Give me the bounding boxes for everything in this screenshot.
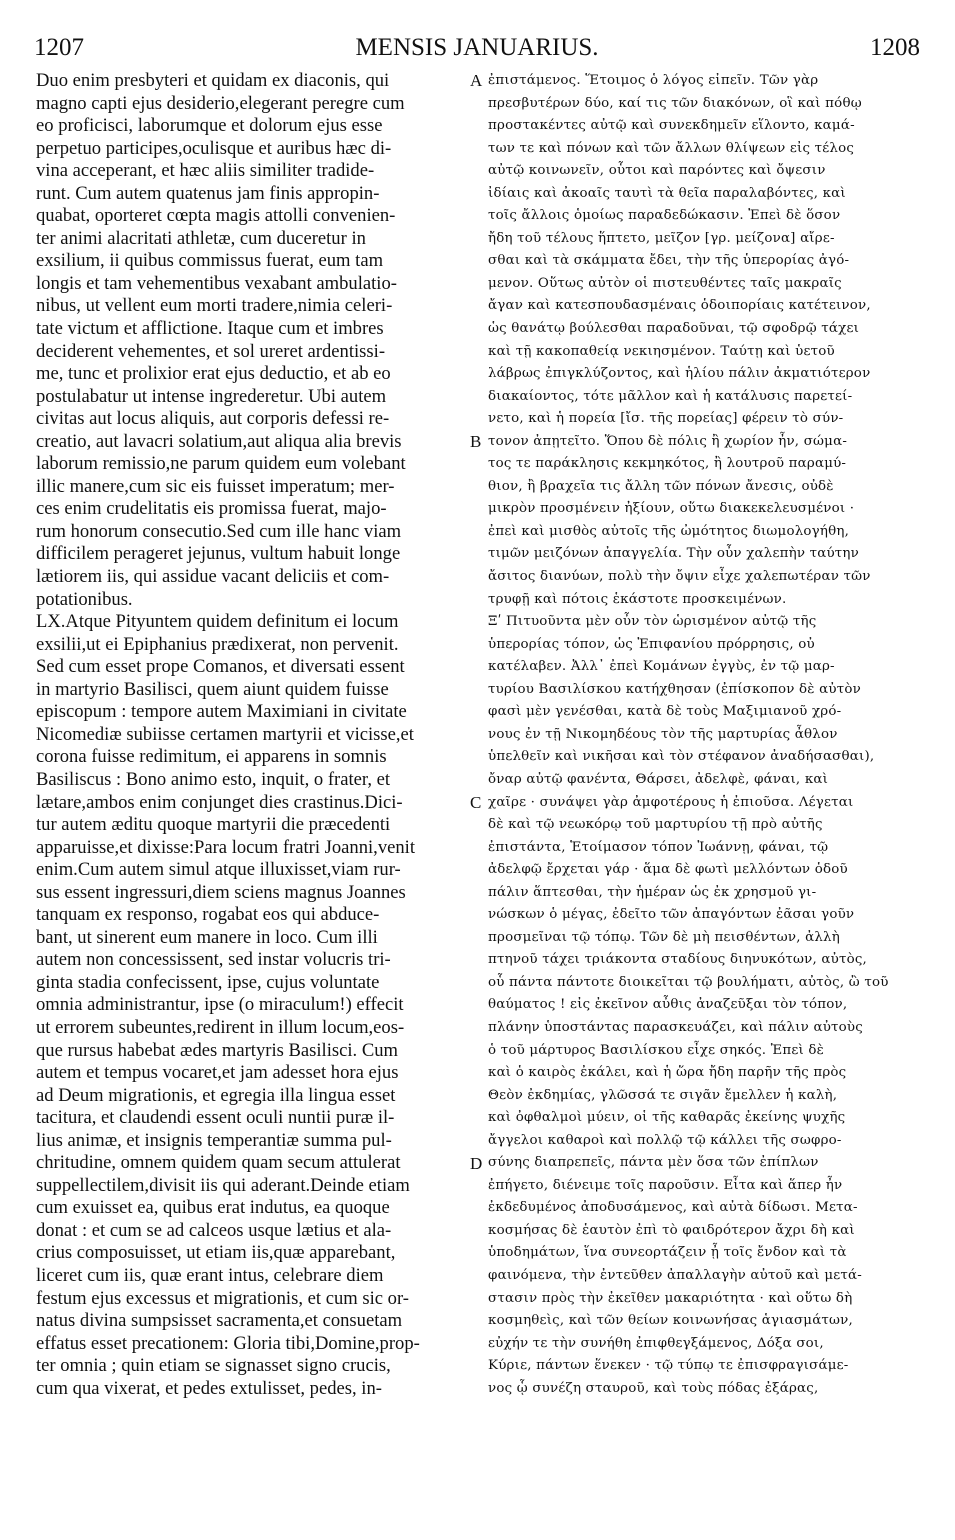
greek-text-line: πρεσβυτέρων δύο, καί τις τῶν διακόνων, οἳ καὶ πόθῳ	[488, 95, 862, 111]
greek-text-line: των τε καὶ πόνων καὶ τῶν ἄλλων θλίψεων εἰς τέλος	[488, 140, 855, 156]
margin-marker-b: B	[470, 432, 482, 451]
latin-text-line: Basiliscus : Bono animo esto, inquit, o frater, et	[36, 768, 391, 790]
greek-text-line: κοσμήσας δὲ ἑαυτὸν ἐπὶ τὸ φαιδρότερον ἄχρι δὴ καὶ	[488, 1222, 855, 1238]
greek-text-line: ἄγαν καὶ κατεσπουδασμέναις ὁδοιπορίαις κατέτεινον,	[488, 298, 871, 314]
right-page-number: 1208	[870, 34, 920, 61]
greek-text-line: χαῖρε · συνάψει γὰρ ἀμφοτέρους ἡ ἐπιοῦσα. Λέγεται	[488, 794, 854, 810]
latin-text-line: tur autem æditu quoque martyrii die præcedenti	[36, 814, 391, 836]
greek-text-line: ἐκδεδυμένος ἀποδυσάμενος, καὶ αὐτὰ δίδωσι. Μετα-	[488, 1200, 858, 1216]
margin-marker-a: A	[470, 71, 483, 90]
latin-text-line: liceret cum iis, quæ erant intus, celebrare diem	[36, 1264, 384, 1286]
greek-text-line: Ξʹ Πιτυοῦντα μὲν οὖν τὸν ὡρισμένον αὐτῷ τῆς	[488, 614, 817, 630]
greek-text-line: μενον. Οὕτως αὐτὸν οἱ πιστευθέντες ταῖς μακραῖς	[488, 275, 842, 291]
greek-text-line: ὄναρ αὐτῷ φανέντα, Θάρσει, ἀδελφὲ, φάναι, καὶ	[488, 771, 829, 787]
greek-text-line: νώσκων ὁ μέγας, ἐδεῖτο τῶν ἀπαγόντων ἐᾶσαι γοῦν	[488, 907, 855, 923]
latin-text-line: crius composuisset, ut etiam iis,quæ apparebant,	[36, 1242, 396, 1264]
greek-text-line: νος ᾧ συνέζη σταυροῦ, καὶ τοὺς πόδας ἐξάρας,	[488, 1380, 819, 1396]
greek-text-line: ὡς θανάτῳ βούλεσθαι παραδοῦναι, τῷ σφοδρῷ τάχει	[488, 321, 860, 337]
greek-text-line: ὁ τοῦ μάρτυρος Βασιλίσκου εἶχε σηκός. Ἐπεὶ δὲ	[488, 1042, 825, 1058]
latin-text-line: Sed cum esset prope Comanos, et diversati essent	[36, 656, 405, 678]
latin-text-line: cum qua vixerat, et pedes extulisset, pedes, in-	[36, 1377, 382, 1399]
greek-text-line: Θεὸν ἐκδημίας, γλῶσσά τε σιγᾶν ἔμελλεν ἡ καλὴ,	[488, 1087, 838, 1103]
greek-text-line: προστακέντες αὐτῷ καὶ συνεκδημεῖν εἵλοντο, καμά-	[488, 118, 855, 134]
greek-text-line: Κύριε, πάντων ἕνεκεν · τῷ τύπῳ τε ἐπισφραγισάμε-	[488, 1358, 849, 1374]
latin-text-line: ad Deum migrationis, et egregia illa lingua esset	[36, 1084, 396, 1106]
greek-text-line: ὑπερορίας τόπον, ὡς Ἐπιφανίου πρόρρησις, οὐ	[488, 636, 815, 652]
greek-text-line: τονον ἀπῃτεῖτο. Ὅπου δὲ πόλις ἢ χωρίον ἦν, σώμα-	[488, 433, 848, 449]
left-page-number: 1207	[34, 34, 84, 61]
greek-text-line: ἄγγελοι καθαροὶ καὶ πολλῷ τῷ κάλλει τῆς σωφρο-	[488, 1132, 842, 1148]
latin-text-line: cum exuisset ea, quibus erat indutus, ea quoque	[36, 1197, 390, 1219]
greek-column	[488, 70, 920, 1400]
latin-text-line: ut errorem subeuntes,redirent in illum locum,eos-	[36, 1016, 405, 1038]
latin-text-line: omnia administrantur, ipse (o miraculum!) effecit	[36, 994, 404, 1016]
latin-text-line: exsilii,ut ei Epiphanius prædixerat, non pervenit.	[36, 633, 399, 655]
latin-text-line: ter omnia ; quin etiam se signasset signo crucis,	[36, 1355, 391, 1377]
greek-text-line: οὗ πάντα πάντοτε διοικεῖται τῷ βουλήματι, αὐτὸς, ὢ τοῦ	[488, 974, 889, 990]
latin-text-line: civitas aut locus aliquis, aut corporis defessi re-	[36, 408, 390, 430]
latin-text-line: deciderent vehementes, et sol ureret ardentissi-	[36, 340, 386, 362]
greek-text-line: κοσμηθεὶς, καὶ τῶν θείων κοινωνήσας ἁγιασμάτων,	[488, 1313, 853, 1329]
page-header	[34, 34, 920, 68]
latin-text-line: apparuisse,et dixisse:Para locum fratri Joanni,venit	[36, 836, 416, 858]
greek-text-line: σύνης διαπρεπεῖς, πάντα μὲν ὅσα τῶν ἐπίπλων	[488, 1155, 819, 1171]
greek-text-line: νετο, καὶ ἡ πορεία [ἴσ. τῆς πορείας] φέρειν τὸ σύν-	[488, 411, 844, 427]
greek-text-line: ἐπήγετο, διένειμε τοῖς παροῦσιν. Εἶτα καὶ ἅπερ ἦν	[488, 1177, 843, 1193]
latin-text-line: creatio, aut lavacri solatium,aut aliqua alia brevis	[36, 430, 402, 452]
greek-text-line: ὑπελθεῖν καὶ νικῆσαι καὶ τὸν στέφανον ἀναδήσασθαι),	[488, 749, 875, 765]
greek-text-line: δὲ καὶ τῷ νεωκόρῳ τοῦ μαρτυρίου τῇ πρὸ αὐτῆς	[488, 817, 823, 833]
margin-marker-d: D	[470, 1154, 483, 1173]
latin-text-line: difficilem perageret jejunus, vultum habuit longe	[36, 543, 401, 565]
latin-text-line: postulabatur ut intense ingrederetur. Ubi autem	[36, 385, 387, 407]
greek-text-line: ἐπιστάμενος. Ἕτοιμος ὁ λόγος εἰπεῖν. Τῶν γὰρ	[488, 73, 819, 88]
greek-text-line: τος τε παράκλησις κεκμηκότος, ἢ λουτροῦ παραμύ-	[488, 456, 847, 472]
greek-text-line: διακαίοντος, τότε μᾶλλον καὶ ἡ κατάλυσις παρετεί-	[488, 388, 853, 404]
latin-text-line: bant, ut sinerent eum manere in loco. Cum illi	[36, 926, 378, 948]
greek-text-line: ἀδελφῷ ἔρχεται γάρ · ἅμα δὲ φωτὶ μελλόντων ὁδοῦ	[488, 862, 848, 878]
greek-text-line: τιμῶν μειζόνων ἀπαγγελία. Τὴν οὖν χαλεπὴν ταύτην	[488, 546, 859, 562]
latin-text-line: nibus, ut vellent eum morti tradere,nimia celeri-	[36, 295, 393, 317]
latin-text-line: enim.Cum autem simul atque illuxisset,viam rur-	[36, 859, 401, 881]
greek-text-line: πλάνην ὑποστάντας παρασκευάζει, καὶ πάλιν αὐτοὺς	[488, 1019, 863, 1035]
latin-text-line: vina acceperant, et hæc aliis similiter tradide-	[36, 160, 375, 182]
latin-text-line: ces enim crudelitatis eis promissa fuerat, majo-	[36, 498, 387, 520]
greek-text-line: στασιν πρὸς τὴν ἐκεῖθεν μακαριότητα · καὶ οὕτω δὴ	[488, 1290, 853, 1306]
greek-text-line: τυρίου Βασιλίσκου κατήχθησαν (ἐπίσκοπον δὲ αὐτὸν	[488, 681, 861, 697]
greek-text-line: καὶ ὀφθαλμοὶ μύειν, οἱ τῆς καθαρᾶς ἐκείνης ψυχῆς	[488, 1110, 846, 1126]
latin-text-line: tanquam ex responso, rogabat eos qui abduce-	[36, 904, 380, 926]
latin-text-line: tate victum et afflictione. Itaque cum et imbres	[36, 318, 384, 340]
latin-text-line: lætare,ambos enim conjunget dies crastinus.Dici-	[36, 791, 403, 813]
greek-text-line: ἤδη τοῦ τέλους ἥπτετο, μεῖζον [γρ. μείζονα] αἴρε-	[488, 230, 835, 246]
latin-text-line: lius animæ, et insignis temperantiæ summa pul-	[36, 1129, 392, 1151]
greek-text-line: ἰδίαις καὶ ἀκοαῖς ταυτὶ τὰ θεῖα παραλαβόντες, καὶ	[488, 185, 846, 201]
latin-text-line: LX.Atque Pityuntem quidem definitum ei locum	[36, 611, 399, 633]
latin-text-line: magno capti ejus desiderio,elegerant peregre cum	[36, 92, 405, 114]
latin-text-line: illic manere,cum sic eis fuisset imperatum; mer-	[36, 475, 395, 497]
latin-text-line: perpetuo participes,oculisque et auribus hæc di-	[36, 137, 392, 159]
greek-text-line: καὶ τῇ κακοπαθείᾳ νεκιησμένον. Ταύτῃ καὶ ὑετοῦ	[488, 343, 835, 359]
latin-text-line: chritudine, omnem quidem quam secum attulerat	[36, 1152, 401, 1174]
latin-text-line: que rursus habebat ædes martyris Basilisci. Cum	[36, 1039, 399, 1061]
latin-text-line: me, tunc et prolixior erat ejus deductio, et ab eo	[36, 363, 391, 385]
latin-text-line: sus essent ingressuri,diem sciens magnus Joannes	[36, 881, 406, 903]
greek-text-line: φασὶ μὲν γενέσθαι, κατὰ δὲ τοὺς Μαξιμιανοῦ χρό-	[488, 704, 842, 720]
running-title: MENSIS JANUARIUS.	[355, 34, 599, 61]
latin-text-line: autem non concessissent, sed instar volucris tri-	[36, 949, 391, 971]
latin-text-line: eo proficisci, laborumque et dolorum ejus esse	[36, 115, 383, 137]
greek-text-line: τοῖς ἄλλοις ὁμοίως παραδεδώκασιν. Ἐπεὶ δὲ ὅσον	[488, 208, 841, 224]
greek-text-line: ἄσιτος διανύων, πολὺ τὴν ὄψιν εἶχε χαλεπωτέραν τῶν	[488, 569, 871, 585]
greek-text-line: αὐτῷ κοινωνεῖν, οὗτοι καὶ παρόντες καὶ ὄψεσιν	[488, 163, 826, 179]
greek-text-line: ἐπιστάντα, Ἑτοίμασον τόπον Ἰωάννῃ, φάναι, τῷ	[488, 839, 829, 855]
greek-text-line: φαινόμενα, τὴν ἐντεῦθεν ἀπαλλαγὴν αὐτοῦ καὶ μετά-	[488, 1267, 862, 1283]
greek-text-line: σθαι καὶ τὰ σκάμματα ἔδει, τὴν τῆς ὑπερορίας ἀγό-	[488, 253, 850, 269]
greek-text-line: προσμεῖναι τῷ τόπῳ. Τῶν δὲ μὴ πεισθέντων, ἀλλὴ	[488, 929, 840, 945]
greek-text-line: πτηνοῦ τάχει τριάκοντα σταδίους διηνυκότων, αὐτὸς,	[488, 952, 867, 968]
latin-text-line: corona fuisse redimitum, ei apparens in somnis	[36, 746, 387, 768]
latin-text-line: runt. Cum autem quatenus jam finis appropin-	[36, 182, 380, 204]
latin-text-line: laborum remissio,ne parum quidem eum volebant	[36, 453, 406, 475]
latin-text-line: potationibus.	[36, 588, 133, 610]
latin-text-line: in martyrio Basilisci, quem aiunt quidem fuisse	[36, 678, 389, 700]
greek-text-line: ἐπεὶ καὶ μισθὸς αὐτοῖς τῆς ὠμότητος διωμολογήθη,	[488, 523, 850, 539]
latin-text-line: festum ejus excessus et migrationis, et cum sic or-	[36, 1287, 409, 1309]
latin-text-line: lætiorem iis, qui assidue vacant deliciis et com-	[36, 566, 390, 588]
margin-marker-c: C	[470, 793, 482, 812]
latin-column	[36, 70, 470, 1400]
latin-text-line: natus divina sumpsisset sacramenta,et consuetam	[36, 1310, 403, 1332]
greek-text-line: εὐχήν τε τὴν συνήθη ἐπιφθεγξάμενος, Δόξα σοι,	[488, 1335, 824, 1351]
greek-text-line: θαύματος ! εἰς ἐκεῖνον αὖθις ἀναζεῦξαι τὸν τόπον,	[488, 997, 848, 1013]
latin-text-line: donat : et cum se ad calceos usque lætius et ala-	[36, 1219, 392, 1241]
latin-text-line: Nicomediæ subiisse certamen martyrii et vicisse,et	[36, 723, 414, 745]
greek-text-line: λάβρως ἐπιγκλύζοντος, καὶ ἡλίου πάλιν ἀκματιότερον	[488, 366, 871, 382]
latin-text-line: ginta stadia confecissent, ipse, cujus voluntate	[36, 971, 380, 993]
greek-text-line: τρυφῇ καὶ πότοις ἑκάστοτε προσκειμένων.	[488, 591, 787, 607]
latin-text-line: rum honorum consecutio.Sed cum ille hanc viam	[36, 520, 402, 542]
latin-text-line: autem et tempus vocaret,et jam adesset hora ejus	[36, 1062, 399, 1084]
latin-text-line: episcopum : tempore autem Maximiani in civitate	[36, 701, 407, 723]
latin-text-line: suppellectilem,divisit iis qui aderant.Deinde etiam	[36, 1174, 410, 1196]
latin-text-line: tacitura, et claudendi essent oculi nuntii puræ il-	[36, 1107, 395, 1129]
latin-text-line: ter animi alacritati athletæ, cum duceretur in	[36, 227, 366, 249]
latin-text-line: Duo enim presbyteri et quidam ex diaconis, qui	[36, 70, 390, 91]
greek-text-line: καὶ ὁ καιρὸς ἐκάλει, καὶ ἡ ὥρα ἤδη παρῆν τῆς πρὸς	[488, 1065, 847, 1081]
greek-text-line: νους ἐν τῇ Νικομηδέους τὸν τῆς μαρτυρίας ἆθλον	[488, 726, 838, 742]
greek-text-line: μικρὸν προσμένειν ἠξίουν, οὕτω διακεκελευσμένοι ·	[488, 501, 855, 517]
latin-text-line: quabat, oporteret cœpta magis attolli convenien-	[36, 205, 396, 227]
greek-text-line: θιον, ἢ βραχεῖα τις ἄλλη τῶν πόνων ἄνεσις, οὐδὲ	[488, 478, 834, 494]
latin-text-line: exsilium, ii quibus commissus fuerat, eum tam	[36, 250, 384, 272]
greek-text-line: ὑποδημάτων, ἵνα συνεορτάζειν ᾖ τοῖς ἔνδον καὶ τὰ	[488, 1245, 847, 1261]
latin-text-line: longis et tam vehementibus vexabant ambulatio-	[36, 272, 397, 294]
latin-text-line: effatus esset precationem: Gloria tibi,Domine,prop-	[36, 1332, 420, 1354]
greek-text-line: πάλιν ἅπτεσθαι, τὴν ἡμέραν ὡς ἐκ χρησμοῦ γι-	[488, 884, 817, 900]
greek-text-line: κατέλαβεν. Ἀλλ᾽ ἐπεὶ Κομάνων ἐγγὺς, ἐν τῷ μαρ-	[488, 659, 835, 675]
